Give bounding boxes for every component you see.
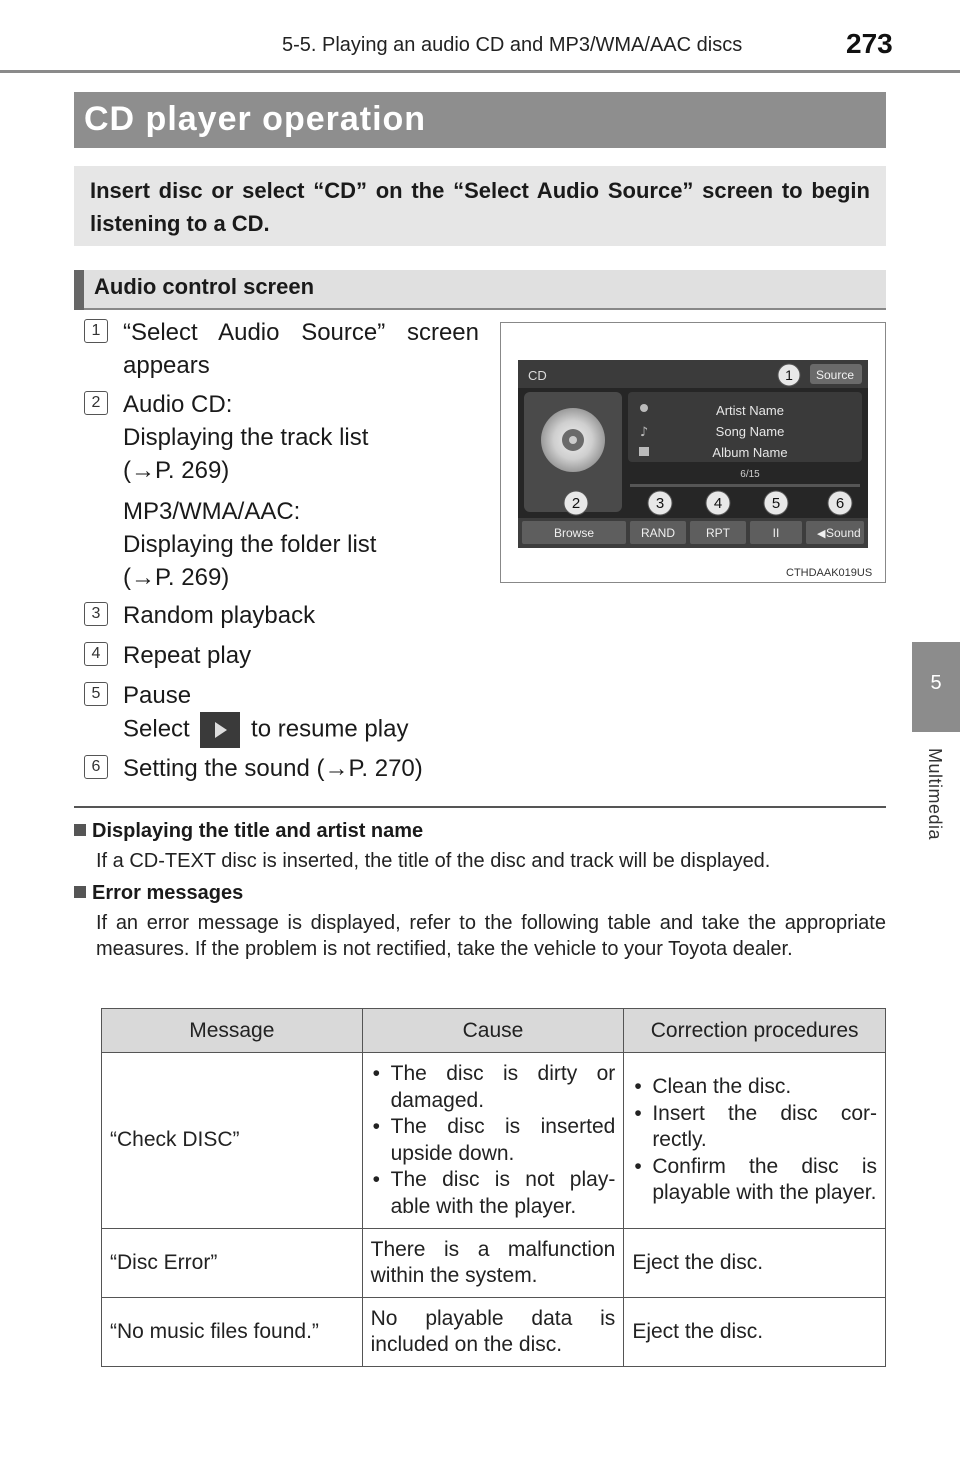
header-rule [0, 70, 960, 73]
item-line: Audio CD: [123, 391, 233, 418]
play-icon [200, 712, 240, 748]
item-line: MP3/WMA/AAC: [123, 498, 301, 525]
intro-text: Insert disc or select “CD” on the “Select Audio Source” screen to begin listening to a CD. [74, 166, 886, 246]
pause-label: II [772, 526, 780, 540]
fix-item: • Insert the disc cor-rectly. [632, 1101, 877, 1154]
artist-icon [640, 404, 648, 412]
note-heading [74, 820, 886, 843]
item-line: appears [123, 352, 210, 379]
cause-cell: No playable data is included on the disc. [362, 1298, 624, 1367]
item-number: 6 [84, 755, 108, 779]
item-spacer [123, 487, 479, 495]
item-line: Repeat play [123, 642, 252, 669]
cause-cell: There is a malfunction within the system. [362, 1229, 624, 1298]
audio-screen [518, 360, 868, 548]
table-row [102, 1053, 886, 1229]
subsection-title: Audio control screen [94, 274, 315, 299]
album-name: Album Name [712, 445, 788, 460]
column-header: Message [102, 1009, 363, 1053]
cause-item: • The disc is dirty or damaged. [371, 1061, 616, 1114]
item-line: Pause [123, 682, 192, 709]
source-button-label: Source [816, 368, 855, 382]
mode-label: CD [528, 368, 547, 383]
column-header: Correction procedures [624, 1009, 886, 1053]
track-counter: 6/15 [740, 469, 760, 480]
album-icon [639, 447, 649, 456]
progress-track [630, 484, 860, 487]
cause-item: • The disc is not play-able with the player. [371, 1167, 616, 1220]
item-line: Displaying the track list [123, 424, 369, 451]
message-cell: “No music files found.” [102, 1298, 363, 1367]
error-table [101, 1008, 886, 1367]
callout-number: 5 [771, 495, 781, 512]
item-line: Setting the sound (→P. 270) [123, 755, 423, 782]
cause-cell [362, 1053, 624, 1229]
item-line: Displaying the folder list [123, 531, 377, 558]
note-body: If an error message is displayed, refer to the following table and take the appropriate measures. If the problem is not rectified, take the vehicle to your Toyota dealer. [96, 912, 886, 960]
resume-before: Select [123, 715, 190, 743]
page-title: CD player operation [74, 92, 886, 148]
cause-item: • The disc is inserted upside down. [371, 1114, 616, 1167]
audio-screen-svg [518, 360, 868, 548]
section-header: 5-5. Playing an audio CD and MP3/WMA/AAC discs [282, 34, 743, 56]
callout-number: 4 [713, 495, 723, 512]
chapter-label: Multimedia [925, 748, 945, 841]
item-line: Random playback [123, 602, 316, 629]
fix-cell: Eject the disc. [624, 1229, 886, 1298]
resume-after: to resume play [251, 715, 409, 743]
item-number: 1 [84, 319, 108, 343]
subsection-header [74, 270, 886, 310]
item-number: 3 [84, 602, 108, 626]
page-number: 273 [846, 28, 893, 59]
rpt-label: RPT [706, 526, 730, 540]
bullet-square-icon [74, 824, 86, 836]
message-cell: “Check DISC” [102, 1053, 363, 1229]
sound-label: Sound [826, 526, 861, 540]
table-row [102, 1298, 886, 1367]
item-line: “Select Audio Source” screen [123, 319, 479, 346]
notes [74, 820, 886, 962]
item-line: (→P. 269) [123, 564, 230, 591]
browse-label: Browse [553, 526, 595, 540]
music-note-icon: ♪ [639, 425, 649, 440]
callout-number: 3 [655, 495, 665, 512]
bullet-square-icon [74, 886, 86, 898]
item-number: 5 [84, 682, 108, 706]
resume-line [123, 712, 408, 748]
note-heading-text: Displaying the title and artist name [92, 820, 424, 842]
message-cell: “Disc Error” [102, 1229, 363, 1298]
fix-item: • Clean the disc. [632, 1074, 877, 1101]
table-header-row [102, 1009, 886, 1053]
column-header: Cause [362, 1009, 624, 1053]
callout-number: 2 [571, 495, 581, 512]
item-text [123, 388, 479, 594]
callout-number: 1 [785, 367, 793, 383]
note-heading [74, 882, 886, 905]
figure-caption: CTHDAAK019US [786, 567, 873, 579]
speaker-icon: ◀ [817, 527, 826, 540]
fix-cell [624, 1053, 886, 1229]
note-heading-text: Error messages [92, 882, 244, 904]
subsection-accent [74, 270, 84, 310]
fix-item: • Confirm the disc is playable with the player. [632, 1154, 877, 1207]
artist-name: Artist Name [716, 403, 784, 418]
note-body: If a CD-TEXT disc is inserted, the title of the disc and track will be displayed. [96, 850, 771, 872]
section-divider [74, 806, 886, 808]
item-line: (→P. 269) [123, 457, 230, 484]
song-name: Song Name [715, 424, 785, 439]
table-row [102, 1229, 886, 1298]
item-text [123, 679, 408, 748]
item-number: 2 [84, 391, 108, 415]
item-number: 4 [84, 642, 108, 666]
rand-label: RAND [640, 526, 676, 540]
disc-center [569, 436, 577, 444]
callout-number: 6 [835, 495, 845, 512]
fix-cell: Eject the disc. [624, 1298, 886, 1367]
chapter-tab: 5 [912, 642, 960, 732]
item-text [123, 316, 479, 382]
